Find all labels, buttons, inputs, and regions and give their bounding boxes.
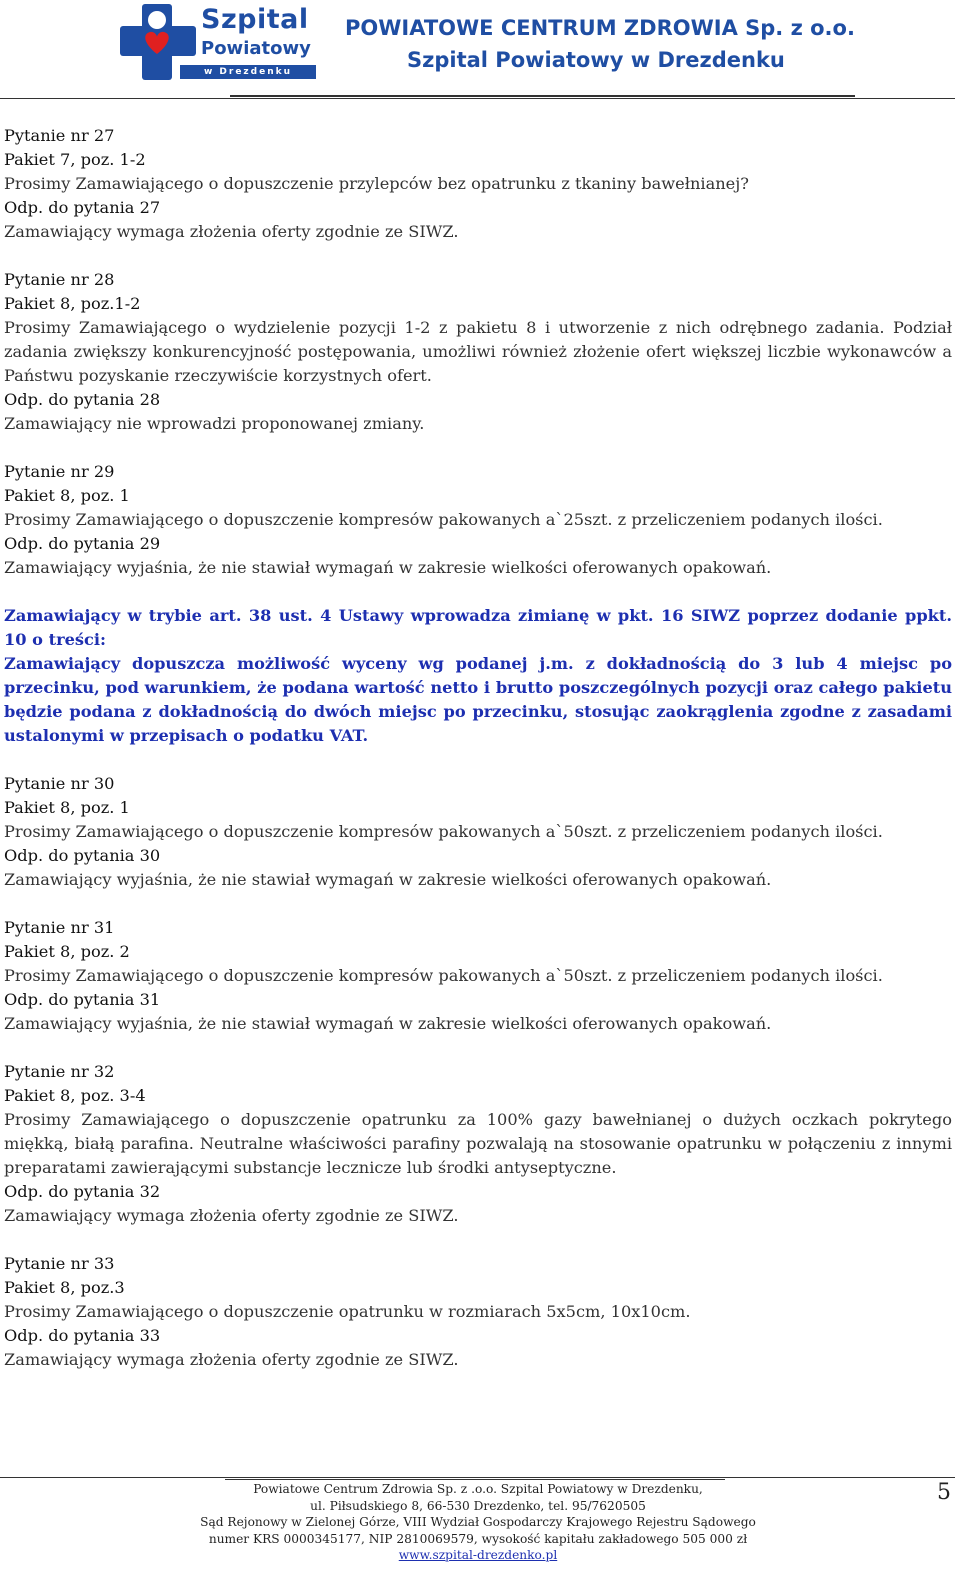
answer-text: Zamawiający wymaga złożenia oferty zgodnie ze SIWZ.: [4, 1350, 459, 1369]
siwz-change-intro: Zamawiający w trybie art. 38 ust. 4 Ustawy wprowadza zimianę w pkt. 16 SIWZ poprzez dodanie ppkt. 10 o treści:: [4, 606, 952, 649]
footer-registry-line: numer KRS 0000345177, NIP 2810069579, wysokość kapitału zakładowego 505 000 zł: [208, 1531, 748, 1546]
question-text: Prosimy Zamawiającego o dopuszczenie kompresów pakowanych a`25szt. z przeliczeniem podanych ilości.: [4, 510, 883, 529]
answer-label: Odp. do pytania 32: [4, 1182, 161, 1201]
spacer: [4, 1036, 952, 1060]
logo-word-powiatowy: Powiatowy: [201, 38, 311, 59]
answer-label: Odp. do pytania 33: [4, 1326, 161, 1345]
question-text: Prosimy Zamawiającego o dopuszczenie opatrunku w rozmiarach 5x5cm, 10x10cm.: [4, 1302, 691, 1321]
page-number: 5: [937, 1480, 951, 1505]
question-title: Pytanie nr 32: [4, 1062, 115, 1081]
question-text: Prosimy Zamawiającego o dopuszczenie kompresów pakowanych a`50szt. z przeliczeniem podanych ilości.: [4, 822, 883, 841]
organization-title: POWIATOWE CENTRUM ZDROWIA Sp. z o.o.: [345, 16, 855, 40]
question-text: Prosimy Zamawiającego o dopuszczenie przylepców bez opatrunku z tkaniny bawełnianej?: [4, 174, 749, 193]
spacer: [4, 580, 952, 604]
package-position: Pakiet 7, poz. 1-2: [4, 150, 146, 169]
answer-text: Zamawiający wyjaśnia, że nie stawiał wymagań w zakresie wielkości oferowanych opakowań.: [4, 1014, 772, 1033]
footer-divider: [0, 1477, 955, 1478]
footer-website-link[interactable]: www.szpital-drezdenko.pl: [398, 1548, 558, 1562]
footer-address-line: ul. Piłsudskiego 8, 66-530 Drezdenko, tel. 95/7620505: [310, 1498, 646, 1513]
header-divider-thick: [230, 95, 855, 97]
answer-text: Zamawiający wymaga złożenia oferty zgodnie ze SIWZ.: [4, 1206, 459, 1225]
logo-word-drezdenku: w Drezdenku: [180, 65, 316, 79]
spacer: [4, 436, 952, 460]
answer-label: Odp. do pytania 30: [4, 846, 161, 865]
answer-label: Odp. do pytania 29: [4, 534, 161, 553]
question-title: Pytanie nr 30: [4, 774, 115, 793]
package-position: Pakiet 8, poz. 2: [4, 942, 130, 961]
header-divider: [0, 98, 955, 99]
question-title: Pytanie nr 33: [4, 1254, 115, 1273]
siwz-change-text: Zamawiający dopuszcza możliwość wyceny wg podanej j.m. z dokładnością do 3 lub 4 miejsc po przecinku, pod warunkiem, że podana wartość netto i brutto poszczególnych pozycji oraz całego pakietu będzie podana z dokładnością do dwóch miejsc po przecinku, stosując zaokrąglenia zgodne z zasadami ustalonymi w przepisach o podatku VAT.: [4, 654, 952, 745]
question-text: Prosimy Zamawiającego o dopuszczenie opatrunku za 100% gazy bawełnianej o dużych oczkach pokrytego miękką, białą parafina. Neutralne właściwości parafiny pozwalają na stosowanie opatrunku w połączeniu z innymi preparatami zawierającymi substancje lecznicze lub środki antyseptyczne.: [4, 1110, 952, 1177]
answer-text: Zamawiający nie wprowadzi proponowanej zmiany.: [4, 414, 425, 433]
footer-divider-secondary: [225, 1479, 725, 1480]
page-footer: [200, 1481, 756, 1564]
footer-court-line: Sąd Rejonowy w Zielonej Górze, VIII Wydział Gospodarczy Krajowego Rejestru Sądowego: [200, 1515, 756, 1529]
package-position: Pakiet 8, poz. 1: [4, 798, 130, 817]
question-title: Pytanie nr 28: [4, 270, 115, 289]
question-title: Pytanie nr 31: [4, 918, 115, 937]
question-text: Prosimy Zamawiającego o wydzielenie pozycji 1-2 z pakietu 8 i utworzenie z nich odrębnego zadania. Podział zadania zwiększy konkurencyjność postępowania, umożliwi również złożenie ofert większej liczbie wykonawców a Państwu pozyskanie rzeczywiście korzystnych ofert.: [4, 318, 952, 385]
organization-subtitle: Szpital Powiatowy w Drezdenku: [407, 48, 785, 72]
spacer: [4, 748, 952, 772]
spacer: [4, 1228, 952, 1252]
page-header: [0, 0, 960, 100]
logo-word-szpital: Szpital: [201, 4, 309, 35]
package-position: Pakiet 8, poz. 3-4: [4, 1086, 146, 1105]
document-body: [4, 124, 952, 1372]
package-position: Pakiet 8, poz.3: [4, 1278, 125, 1297]
answer-label: Odp. do pytania 31: [4, 990, 161, 1009]
spacer: [4, 244, 952, 268]
question-text: Prosimy Zamawiającego o dopuszczenie kompresów pakowanych a`50szt. z przeliczeniem podanych ilości.: [4, 966, 883, 985]
question-title: Pytanie nr 27: [4, 126, 115, 145]
package-position: Pakiet 8, poz. 1: [4, 486, 130, 505]
spacer: [4, 892, 952, 916]
answer-label: Odp. do pytania 28: [4, 390, 161, 409]
package-position: Pakiet 8, poz.1-2: [4, 294, 141, 313]
answer-text: Zamawiający wymaga złożenia oferty zgodnie ze SIWZ.: [4, 222, 459, 241]
answer-text: Zamawiający wyjaśnia, że nie stawiał wymagań w zakresie wielkości oferowanych opakowań.: [4, 558, 772, 577]
question-title: Pytanie nr 29: [4, 462, 115, 481]
footer-company-line: Powiatowe Centrum Zdrowia Sp. z .o.o. Szpital Powiatowy w Drezdenku,: [253, 1482, 703, 1496]
answer-label: Odp. do pytania 27: [4, 198, 161, 217]
answer-text: Zamawiający wyjaśnia, że nie stawiał wymagań w zakresie wielkości oferowanych opakowań.: [4, 870, 772, 889]
